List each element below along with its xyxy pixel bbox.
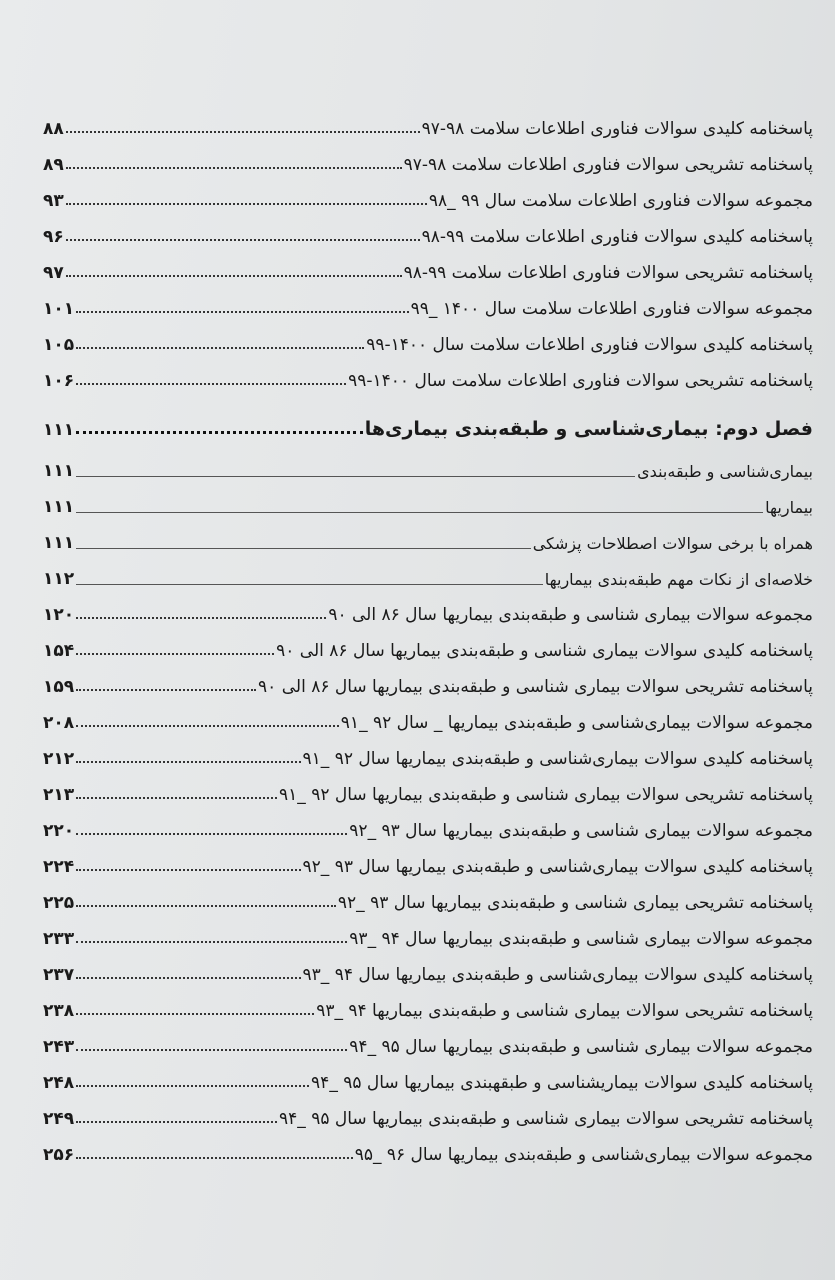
toc-entry: [43, 108, 813, 144]
dot-leader: [76, 905, 336, 907]
toc-section-page: ۱۱۱: [43, 533, 75, 553]
toc-entry: [43, 180, 813, 216]
toc-entry-page: ۲۳۳: [43, 929, 75, 949]
toc-entry-page: ۲۴۳: [43, 1037, 75, 1057]
toc-entry: [43, 594, 813, 630]
toc-entry-page: ۲۱۲: [43, 749, 75, 769]
toc-entry-page: ۹۶: [43, 227, 64, 247]
toc-entry: [43, 1134, 813, 1170]
dot-leader: [76, 431, 363, 434]
toc-entry: [43, 810, 813, 846]
toc-section-page: ۱۱۱: [43, 497, 75, 517]
dot-leader: [76, 833, 347, 835]
toc-entry-page: ۲۴۸: [43, 1073, 75, 1093]
toc-entry-page: ۲۰۸: [43, 713, 75, 733]
toc-entry-title: مجموعه سوالات بیماری‌شناسی و طبقه‌بندی بیماریها _ سال ۹۲ _۹۱: [340, 713, 813, 733]
dot-leader: [76, 653, 274, 655]
dot-leader: [66, 167, 402, 169]
dot-leader: [66, 203, 427, 205]
toc-section-title: خلاصه‌ای از نکات مهم طبقه‌بندی بیماریها: [544, 570, 813, 589]
toc-section: [43, 486, 813, 522]
toc-entry-page: ۸۹: [43, 155, 64, 175]
toc-entry: [43, 144, 813, 180]
toc-entry-title: مجموعه سوالات بیماری‌شناسی و طبقه‌بندی بیماریها سال ۹۶ _۹۵: [354, 1145, 813, 1165]
toc-entry-page: ۲۴۹: [43, 1109, 75, 1129]
toc-entry-title: مجموعه سوالات فناوری اطلاعات سلامت سال ۹۹ _۹۸: [428, 191, 813, 211]
toc-entry-title: پاسخنامه کلیدی سوالات فناوری اطلاعات سلامت ۹۹-۹۸: [421, 227, 813, 247]
toc-entry-page: ۹۷: [43, 263, 64, 283]
dot-leader: [76, 617, 326, 619]
dot-leader: [66, 131, 420, 133]
toc-entry-page: ۲۳۷: [43, 965, 75, 985]
toc-entry: [43, 954, 813, 990]
toc-entry: [43, 1062, 813, 1098]
toc-section-page: ۱۱۱: [43, 461, 75, 481]
toc-entry: [43, 1026, 813, 1062]
toc-entry-page: ۱۵۹: [43, 677, 75, 697]
toc-entry-page: ۱۲۰: [43, 605, 75, 625]
toc-entry-page: ۲۲۰: [43, 821, 75, 841]
toc-entry: [43, 324, 813, 360]
toc-entry: [43, 918, 813, 954]
table-of-contents: [43, 108, 813, 1170]
toc-entry: [43, 666, 813, 702]
toc-entry: [43, 360, 813, 396]
dot-leader: [76, 797, 277, 799]
dot-leader: [76, 1085, 309, 1087]
dot-leader: [76, 311, 408, 313]
line-leader: [76, 476, 635, 477]
toc-section-title: بیماریها: [765, 498, 813, 517]
dot-leader: [76, 941, 347, 943]
toc-entry: [43, 846, 813, 882]
dot-leader: [76, 347, 364, 349]
dot-leader: [76, 1049, 347, 1051]
dot-leader: [66, 275, 402, 277]
toc-entry: [43, 990, 813, 1026]
toc-entry-title: پاسخنامه کلیدی سوالات بیماریشناسی و طبقهبندی بیماریها سال ۹۵ _۹۴: [311, 1073, 813, 1093]
dot-leader: [76, 1121, 277, 1123]
toc-entry: [43, 702, 813, 738]
line-leader: [76, 548, 531, 549]
toc-entry-page: ۱۰۱: [43, 299, 75, 319]
toc-entry: [43, 1098, 813, 1134]
toc-entry-page: ۲۵۶: [43, 1145, 75, 1165]
chapter-title: فصل دوم: بیماری‌شناسی و طبقه‌بندی بیماری‌ها: [364, 418, 813, 440]
toc-entry-title: پاسخنامه کلیدی سوالات بیماری‌شناسی و طبقه‌بندی بیماریها سال ۹۳ _۹۲: [302, 857, 813, 877]
toc-entry-title: پاسخنامه کلیدی سوالات بیماری‌شناسی و طبقه‌بندی بیماریها سال ۹۴ _۹۳: [302, 965, 813, 985]
toc-entry-title: پاسخنامه تشریحی بیماری شناسی و طبقه‌بندی بیماریها سال ۹۳ _۹۲: [337, 893, 813, 913]
chapter-heading: [43, 396, 813, 450]
dot-leader: [76, 1157, 353, 1159]
dot-leader: [76, 689, 256, 691]
toc-entry-page: ۹۳: [43, 191, 64, 211]
toc-entry: [43, 882, 813, 918]
toc-entry-title: مجموعه سوالات بیماری شناسی و طبقه‌بندی بیماریها سال ۹۳ _۹۲: [349, 821, 813, 841]
toc-entry-title: پاسخنامه تشریحی سوالات فناوری اطلاعات سلامت سال ۱۴۰۰-۹۹: [348, 371, 813, 391]
toc-section-page: ۱۱۲: [43, 569, 75, 589]
toc-entry-page: ۲۳۸: [43, 1001, 75, 1021]
toc-entry-page: ۸۸: [43, 119, 64, 139]
chapter-page: ۱۱۱: [43, 420, 75, 440]
line-leader: [76, 584, 543, 585]
toc-entry: [43, 630, 813, 666]
line-leader: [76, 512, 763, 513]
toc-entry: [43, 774, 813, 810]
dot-leader: [76, 1013, 314, 1015]
toc-entry: [43, 738, 813, 774]
toc-entry-page: ۲۲۴: [43, 857, 75, 877]
toc-section: [43, 522, 813, 558]
toc-entry-title: پاسخنامه کلیدی سوالات فناوری اطلاعات سلامت ۹۸-۹۷: [421, 119, 813, 139]
toc-entry-title: پاسخنامه کلیدی سوالات بیماری شناسی و طبقه‌بندی بیماریها سال ۸۶ الی ۹۰: [276, 641, 813, 661]
toc-entry-title: پاسخنامه تشریحی سوالات فناوری اطلاعات سلامت ۹۸-۹۷: [403, 155, 813, 175]
toc-entry: [43, 216, 813, 252]
dot-leader: [76, 977, 300, 979]
toc-entry-title: پاسخنامه تشریحی سوالات بیماری شناسی و طبقه‌بندی بیماریها سال ۹۵ _۹۴: [279, 1109, 813, 1129]
toc-entry-title: پاسخنامه تشریحی سوالات بیماری شناسی و طبقه‌بندی بیماریها سال ۹۲ _۹۱: [279, 785, 813, 805]
toc-entry-title: پاسخنامه تشریحی سوالات بیماری شناسی و طبقه‌بندی بیماریها سال ۸۶ الی ۹۰: [258, 677, 813, 697]
toc-entry-title: پاسخنامه تشریحی سوالات فناوری اطلاعات سلامت ۹۹-۹۸: [403, 263, 813, 283]
toc-entry-title: پاسخنامه تشریحی سوالات بیماری شناسی و طبقه‌بندی بیماریها ۹۴ _۹۳: [316, 1001, 813, 1021]
toc-entry: [43, 252, 813, 288]
toc-section: [43, 558, 813, 594]
toc-entry-page: ۲۱۳: [43, 785, 75, 805]
toc-section-title: بیماری‌شناسی و طبقه‌بندی: [637, 462, 813, 481]
toc-entry-page: ۱۰۶: [43, 371, 75, 391]
toc-entry-page: ۱۵۴: [43, 641, 75, 661]
toc-entry-title: مجموعه سوالات بیماری شناسی و طبقه‌بندی بیماریها سال ۸۶ الی ۹۰: [328, 605, 813, 625]
toc-entry-title: مجموعه سوالات بیماری شناسی و طبقه‌بندی بیماریها سال ۹۵ _۹۴: [349, 1037, 813, 1057]
toc-entry-title: مجموعه سوالات بیماری شناسی و طبقه‌بندی بیماریها سال ۹۴ _۹۳: [349, 929, 813, 949]
toc-entry-page: ۱۰۵: [43, 335, 75, 355]
dot-leader: [66, 239, 420, 241]
toc-entry: [43, 288, 813, 324]
toc-section-title: همراه با برخی سوالات اصطلاحات پزشکی: [532, 534, 813, 553]
dot-leader: [76, 761, 300, 763]
toc-entry-title: پاسخنامه کلیدی سوالات فناوری اطلاعات سلامت سال ۱۴۰۰-۹۹: [366, 335, 813, 355]
toc-section: [43, 450, 813, 486]
toc-entry-page: ۲۲۵: [43, 893, 75, 913]
dot-leader: [76, 869, 300, 871]
toc-entry-title: پاسخنامه کلیدی سوالات بیماری‌شناسی و طبقه‌بندی بیماریها سال ۹۲ _۹۱: [302, 749, 813, 769]
toc-entry-title: مجموعه سوالات فناوری اطلاعات سلامت سال ۱۴۰۰ _۹۹: [410, 299, 813, 319]
dot-leader: [76, 383, 346, 385]
dot-leader: [76, 725, 339, 727]
